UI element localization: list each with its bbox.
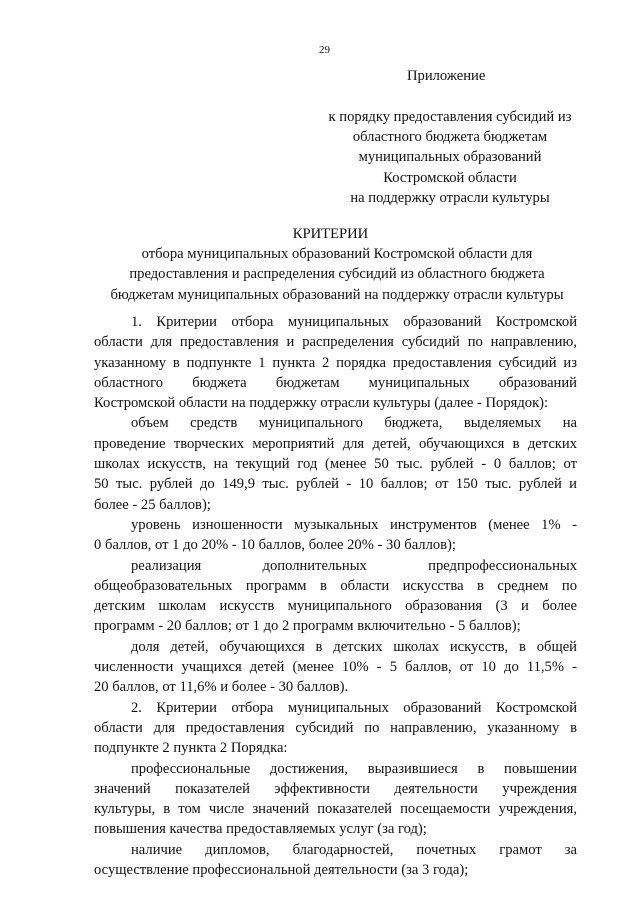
body-line: общеобразовательных программ в области искусства в среднем по [94, 577, 577, 594]
appendix-line: к порядку предоставления субсидий из [328, 109, 572, 125]
body-line: 2. Критерии отбора муниципальных образований Костромской [131, 699, 577, 716]
body-line: наличие дипломов, благодарностей, почетных грамот за [131, 841, 577, 858]
body-line: области для предоставления и распределения субсидий по направлению, [94, 334, 577, 351]
document-title: КРИТЕРИИ [292, 226, 369, 242]
appendix-line: Костромской области [383, 169, 517, 186]
body-line: 0 баллов, от 1 до 20% - 10 баллов, более 20% - 30 баллов); [94, 537, 456, 554]
subtitle-line: предоставления и распределения субсидий из областного бюджета [129, 266, 545, 283]
body-line: подпункте 2 пункта 2 Порядка: [94, 740, 288, 757]
body-line: 20 баллов, от 11,6% и более - 30 баллов). [94, 679, 349, 696]
body-line: профессиональные достижения, выразившиеся в повышении [131, 760, 577, 777]
body-line: школах искусств, на текущий год (менее 50 тыс. рублей - 0 баллов; от [94, 456, 577, 473]
appendix-line: муниципальных образований [358, 149, 542, 166]
document-subtitle [94, 244, 580, 305]
body-line: Костромской области на поддержку отрасли культуры (далее - Порядок): [94, 395, 549, 412]
body-line: области для предоставления субсидий по направлению, указанному в [94, 719, 577, 736]
body-line: 50 тыс. рублей до 149,9 тыс. рублей - 10 баллов; от 150 тыс. рублей и [94, 476, 577, 493]
appendix-label: Приложение [407, 68, 486, 84]
appendix-line: областного бюджета бюджетам [352, 129, 548, 146]
body-line: 1. Критерии отбора муниципальных образований Костромской [131, 314, 577, 330]
body-line: реализация дополнительных предпрофессиональных [131, 557, 577, 574]
appendix-line: на поддержку отрасли культуры [350, 189, 550, 206]
body-line: численности учащихся детей (менее 10% - 5 баллов, от 10 до 11,5% - [94, 659, 577, 676]
body-line: осуществление профессиональной деятельности (за 3 года); [94, 862, 469, 879]
body-line: значений показателей эффективности деятельности учреждения [94, 780, 577, 797]
body-line: программ - 20 баллов; от 1 до 2 программ включительно - 5 баллов); [94, 618, 521, 635]
body-line: указанному в подпункте 1 пункта 2 порядка предоставления субсидий из [94, 354, 577, 371]
body-line: более - 25 баллов); [94, 496, 211, 513]
body-line: доля детей, обучающихся в детских школах искусств, в общей [131, 638, 577, 655]
appendix-reference [300, 107, 600, 208]
document-body [94, 312, 577, 880]
body-line: культуры, в том числе значений показателей посещаемости учреждения, [94, 801, 577, 818]
body-line: проведение творческих мероприятий для детей, обучающихся в детских [94, 435, 577, 452]
subtitle-line: бюджетам муниципальных образований на поддержку отрасли культуры [110, 286, 564, 303]
page-number: 29 [319, 44, 330, 56]
subtitle-line: отбора муниципальных образований Костромской области для [141, 246, 533, 262]
body-line: повышения качества предоставляемых услуг (за год); [94, 821, 427, 838]
body-line: детским школам искусств муниципального образования (3 и более [94, 598, 577, 615]
body-line: объем средств муниципального бюджета, выделяемых на [131, 415, 577, 432]
body-line: уровень изношенности музыкальных инструментов (менее 1% - [131, 516, 577, 533]
body-line: областного бюджета бюджетам муниципальных образований [94, 374, 577, 391]
